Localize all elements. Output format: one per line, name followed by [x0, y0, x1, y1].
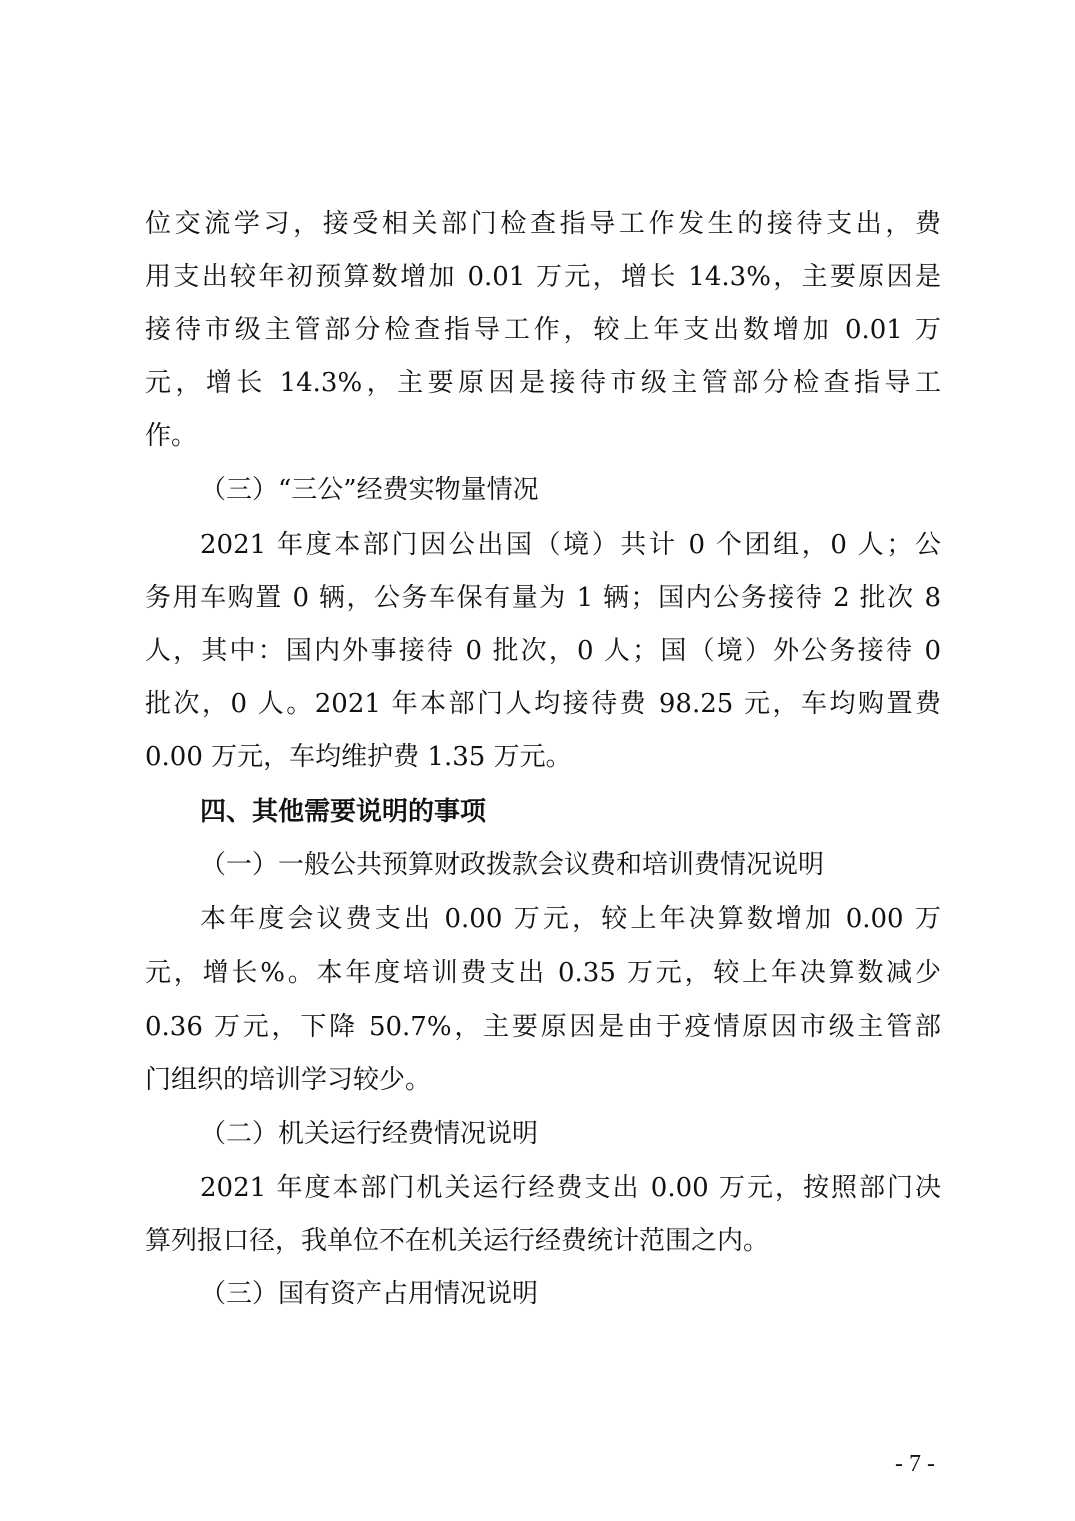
section-heading: （二）机关运行经费情况说明	[200, 1119, 539, 1149]
section-heading: （三）“三公”经费实物量情况	[200, 475, 539, 505]
paragraph-line: 务用车购置 0 辆，公务车保有量为 1 辆；国内公务接待 2 批次 8	[145, 583, 941, 613]
paragraph-line: 元，增长%。本年度培训费支出 0.35 万元，较上年决算数减少	[145, 958, 941, 988]
page-number: - 7 -	[895, 1451, 935, 1477]
paragraph-line: 人，其中：国内外事接待 0 批次，0 人；国（境）外公务接待 0	[145, 636, 941, 666]
paragraph-line: 接待市级主管部分检查指导工作，较上年支出数增加 0.01 万	[145, 315, 941, 345]
paragraph-line: 0.36 万元，下降 50.7%，主要原因是由于疫情原因市级主管部	[145, 1012, 941, 1042]
paragraph-line: 本年度会议费支出 0.00 万元，较上年决算数增加 0.00 万	[200, 904, 941, 934]
paragraph-line: 2021 年度本部门因公出国（境）共计 0 个团组，0 人；公	[200, 530, 941, 560]
paragraph-line: 0.00 万元，车均维护费 1.35 万元。	[145, 742, 572, 772]
paragraph-line: 算列报口径，我单位不在机关运行经费统计范围之内。	[145, 1226, 770, 1256]
paragraph-line: 批次，0 人。2021 年本部门人均接待费 98.25 元，车均购置费	[145, 689, 941, 719]
paragraph-line: 元，增长 14.3%，主要原因是接待市级主管部分检查指导工	[145, 368, 941, 398]
paragraph-line: 2021 年度本部门机关运行经费支出 0.00 万元，按照部门决	[200, 1173, 941, 1203]
paragraph-line: 用支出较年初预算数增加 0.01 万元，增长 14.3%，主要原因是	[145, 262, 941, 292]
section-heading: （一）一般公共预算财政拨款会议费和培训费情况说明	[200, 850, 825, 880]
section-heading: （三）国有资产占用情况说明	[200, 1279, 539, 1309]
major-heading: 四、其他需要说明的事项	[200, 797, 487, 827]
paragraph-line: 作。	[145, 421, 198, 451]
paragraph-line: 位交流学习，接受相关部门检查指导工作发生的接待支出，费	[145, 209, 941, 239]
paragraph-line: 门组织的培训学习较少。	[145, 1065, 432, 1095]
